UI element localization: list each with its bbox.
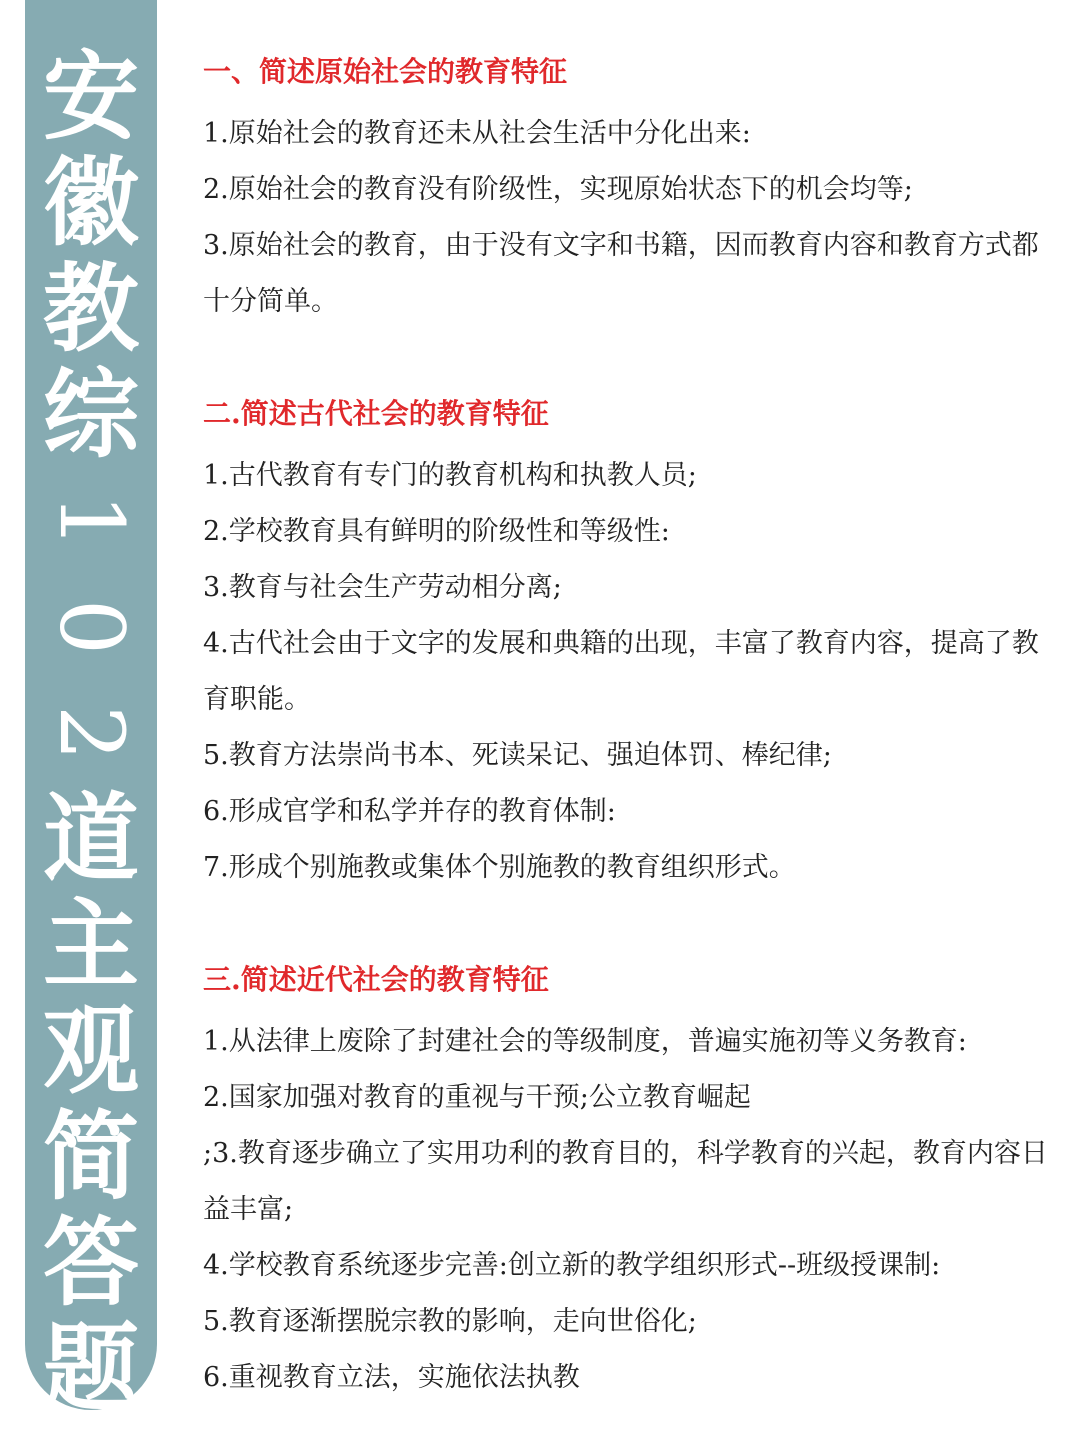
side-title-banner — [25, 0, 157, 1425]
side-title-char: 答 — [43, 1206, 139, 1319]
side-title-digit: 1 — [40, 493, 143, 549]
side-title-char: 综 — [43, 358, 139, 471]
section-ancient — [203, 392, 1048, 896]
list-item: 6.形成官学和私学并存的教育体制: — [203, 796, 616, 827]
list-item: 1.古代教育有专门的教育机构和执教人员; — [203, 460, 697, 491]
side-title-char: 安 — [43, 40, 139, 153]
side-title-digit: 2 — [40, 705, 143, 761]
section-heading: 一、简述原始社会的教育特征 — [203, 55, 568, 88]
section-heading: 三.简述近代社会的教育特征 — [203, 963, 549, 996]
list-item: 5.教育逐渐摆脱宗教的影响，走向世俗化; — [203, 1306, 697, 1337]
side-title-char: 徽 — [43, 146, 139, 259]
side-title — [25, 40, 157, 1425]
side-title-char: 题 — [43, 1312, 139, 1425]
side-title-char: 观 — [43, 994, 139, 1107]
side-title-char: 简 — [43, 1100, 139, 1213]
list-item: 2.国家加强对教育的重视与干预;公立教育崛起 — [203, 1082, 751, 1113]
side-title-char: 道 — [43, 782, 139, 895]
side-title-char: 主 — [43, 888, 139, 1001]
section-modern — [203, 958, 1048, 1406]
section-primitive — [203, 50, 1048, 330]
list-item: 4.学校教育系统逐步完善:创立新的教学组织形式--班级授课制: — [203, 1250, 941, 1281]
list-item: 5.教育方法崇尚书本、死读呆记、强迫体罚、棒纪律; — [203, 740, 832, 771]
list-item: 7.形成个别施教或集体个别施教的教育组织形式。 — [203, 852, 796, 883]
list-item: ;3.教育逐步确立了实用功利的教育目的，科学教育的兴起，教育内容日益丰富; — [203, 1138, 1048, 1225]
list-item: 6.重视教育立法，实施依法执教 — [203, 1362, 580, 1393]
side-title-digit: 0 — [40, 599, 143, 655]
list-item: 1.从法律上废除了封建社会的等级制度，普遍实施初等义务教育: — [203, 1026, 967, 1057]
list-item: 1.原始社会的教育还未从社会生活中分化出来: — [203, 118, 751, 149]
list-item: 4.古代社会由于文字的发展和典籍的出现，丰富了教育内容，提高了教育职能。 — [203, 628, 1039, 715]
list-item: 3.教育与社会生产劳动相分离; — [203, 572, 562, 603]
list-item: 3.原始社会的教育，由于没有文字和书籍，因而教育内容和教育方式都十分简单。 — [203, 230, 1039, 317]
list-item: 2.原始社会的教育没有阶级性，实现原始状态下的机会均等; — [203, 174, 913, 205]
list-item: 2.学校教育具有鲜明的阶级性和等级性: — [203, 516, 670, 547]
content-area — [203, 50, 1048, 1406]
side-title-char: 教 — [43, 252, 139, 365]
section-heading: 二.简述古代社会的教育特征 — [203, 397, 549, 430]
